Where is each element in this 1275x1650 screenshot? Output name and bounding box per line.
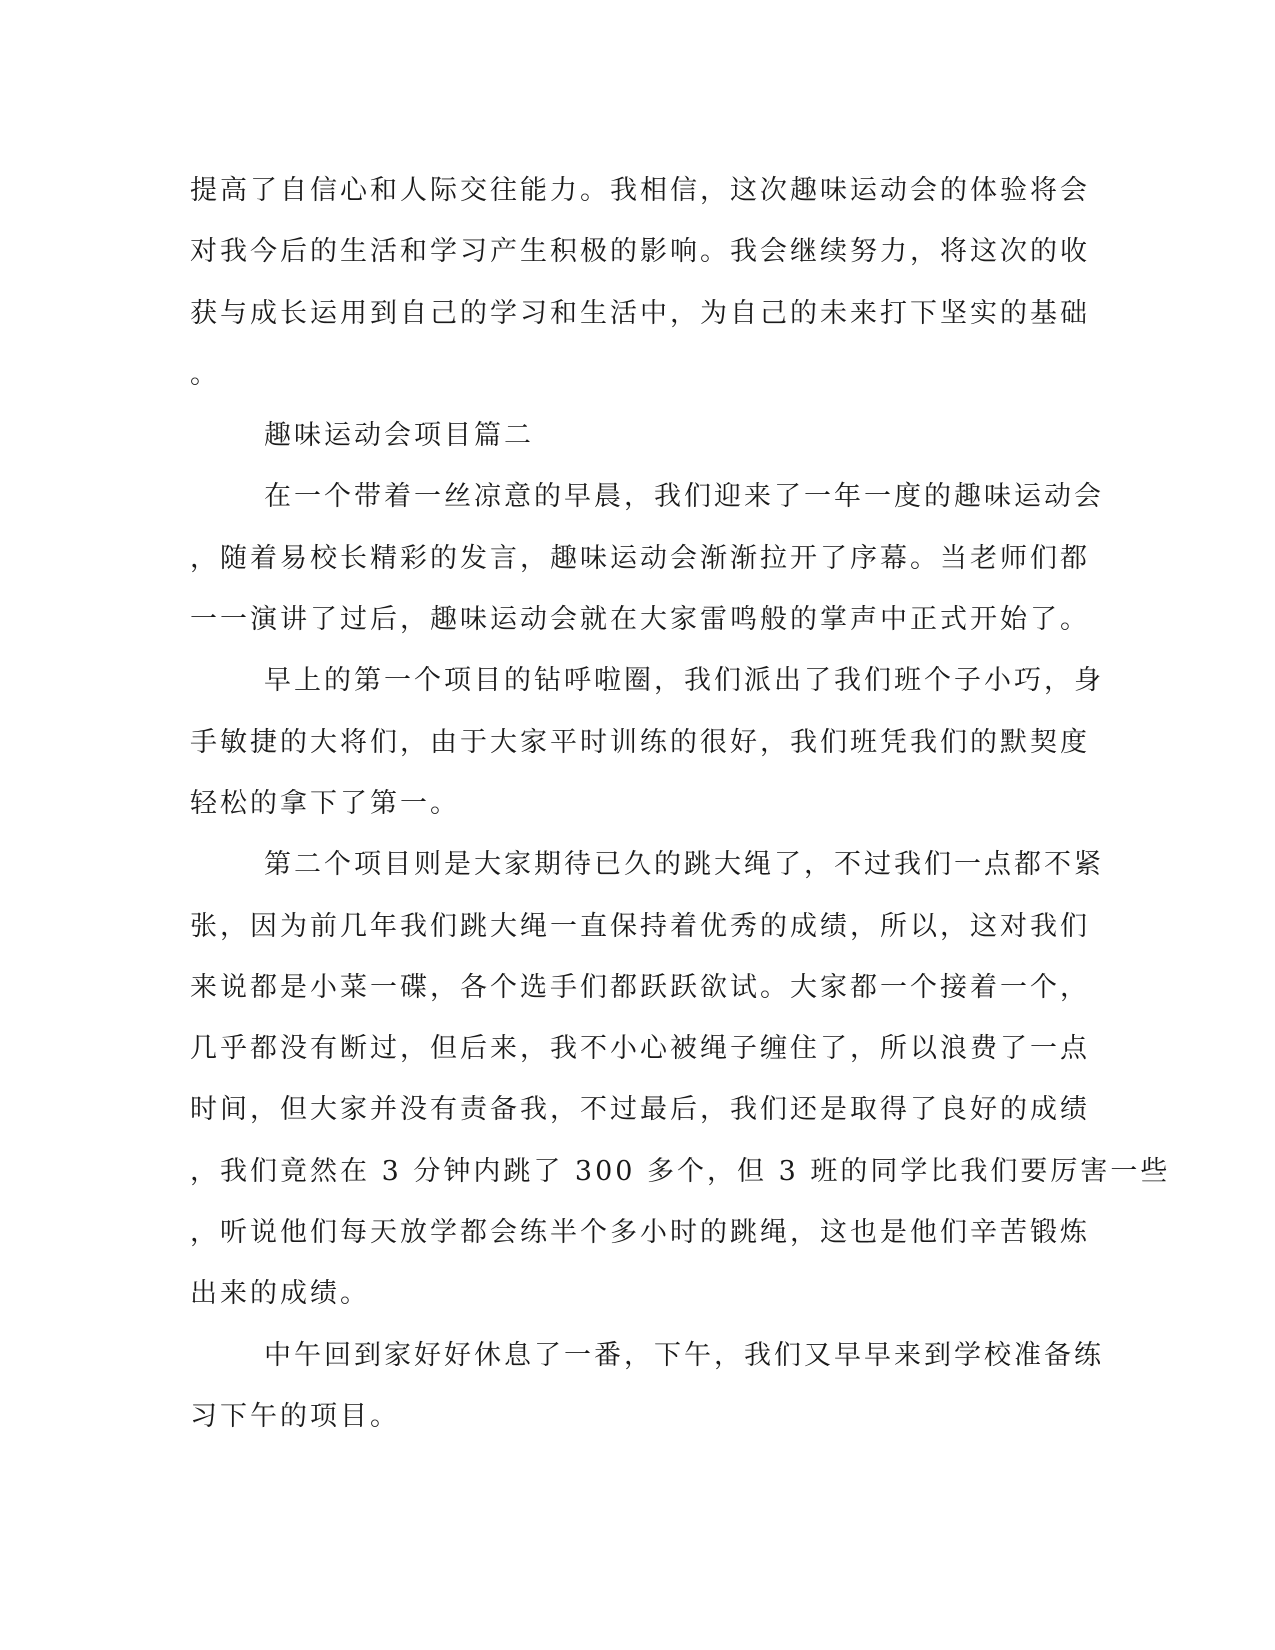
text-line: 张，因为前几年我们跳大绳一直保持着优秀的成绩，所以，这对我们 bbox=[190, 910, 1090, 942]
text-line: 习下午的项目。 bbox=[190, 1400, 400, 1432]
text-line: 轻松的拿下了第一。 bbox=[190, 787, 460, 819]
text-line: ，随着易校长精彩的发言，趣味运动会渐渐拉开了序幕。当老师们都 bbox=[190, 542, 1090, 574]
text-line: 时间，但大家并没有责备我，不过最后，我们还是取得了良好的成绩 bbox=[190, 1094, 1090, 1126]
text-line: 几乎都没有断过，但后来，我不小心被绳子缠住了，所以浪费了一点 bbox=[190, 1033, 1090, 1065]
paragraph-start-line: 中午回到家好好休息了一番，下午，我们又早早来到学校准备练 bbox=[264, 1339, 1104, 1371]
section-heading: 趣味运动会项目篇二 bbox=[264, 420, 534, 452]
text-line: 手敏捷的大将们，由于大家平时训练的很好，我们班凭我们的默契度 bbox=[190, 726, 1090, 758]
text-line: 对我今后的生活和学习产生积极的影响。我会继续努力，将这次的收 bbox=[190, 236, 1090, 268]
paragraph-start-line: 早上的第一个项目的钻呼啦圈，我们派出了我们班个子小巧，身 bbox=[264, 665, 1104, 697]
text-line: 出来的成绩。 bbox=[190, 1278, 370, 1310]
document-body bbox=[190, 160, 1171, 1447]
paragraph-start-line: 在一个带着一丝凉意的早晨，我们迎来了一年一度的趣味运动会 bbox=[264, 481, 1104, 513]
text-line: ，听说他们每天放学都会练半个多小时的跳绳，这也是他们辛苦锻炼 bbox=[190, 1217, 1090, 1249]
paragraph-start-line: 第二个项目则是大家期待已久的跳大绳了，不过我们一点都不紧 bbox=[264, 849, 1104, 881]
text-line: 。 bbox=[190, 358, 220, 390]
text-line: 获与成长运用到自己的学习和生活中，为自己的未来打下坚实的基础 bbox=[190, 297, 1090, 329]
text-line: 来说都是小菜一碟，各个选手们都跃跃欲试。大家都一个接着一个， bbox=[190, 971, 1090, 1003]
text-line: 提高了自信心和人际交往能力。我相信，这次趣味运动会的体验将会 bbox=[190, 175, 1090, 206]
text-line: 一一演讲了过后，趣味运动会就在大家雷鸣般的掌声中正式开始了。 bbox=[190, 604, 1090, 636]
text-line: ，我们竟然在 3 分钟内跳了 300 多个，但 3 班的同学比我们要厉害一些 bbox=[190, 1155, 1171, 1187]
